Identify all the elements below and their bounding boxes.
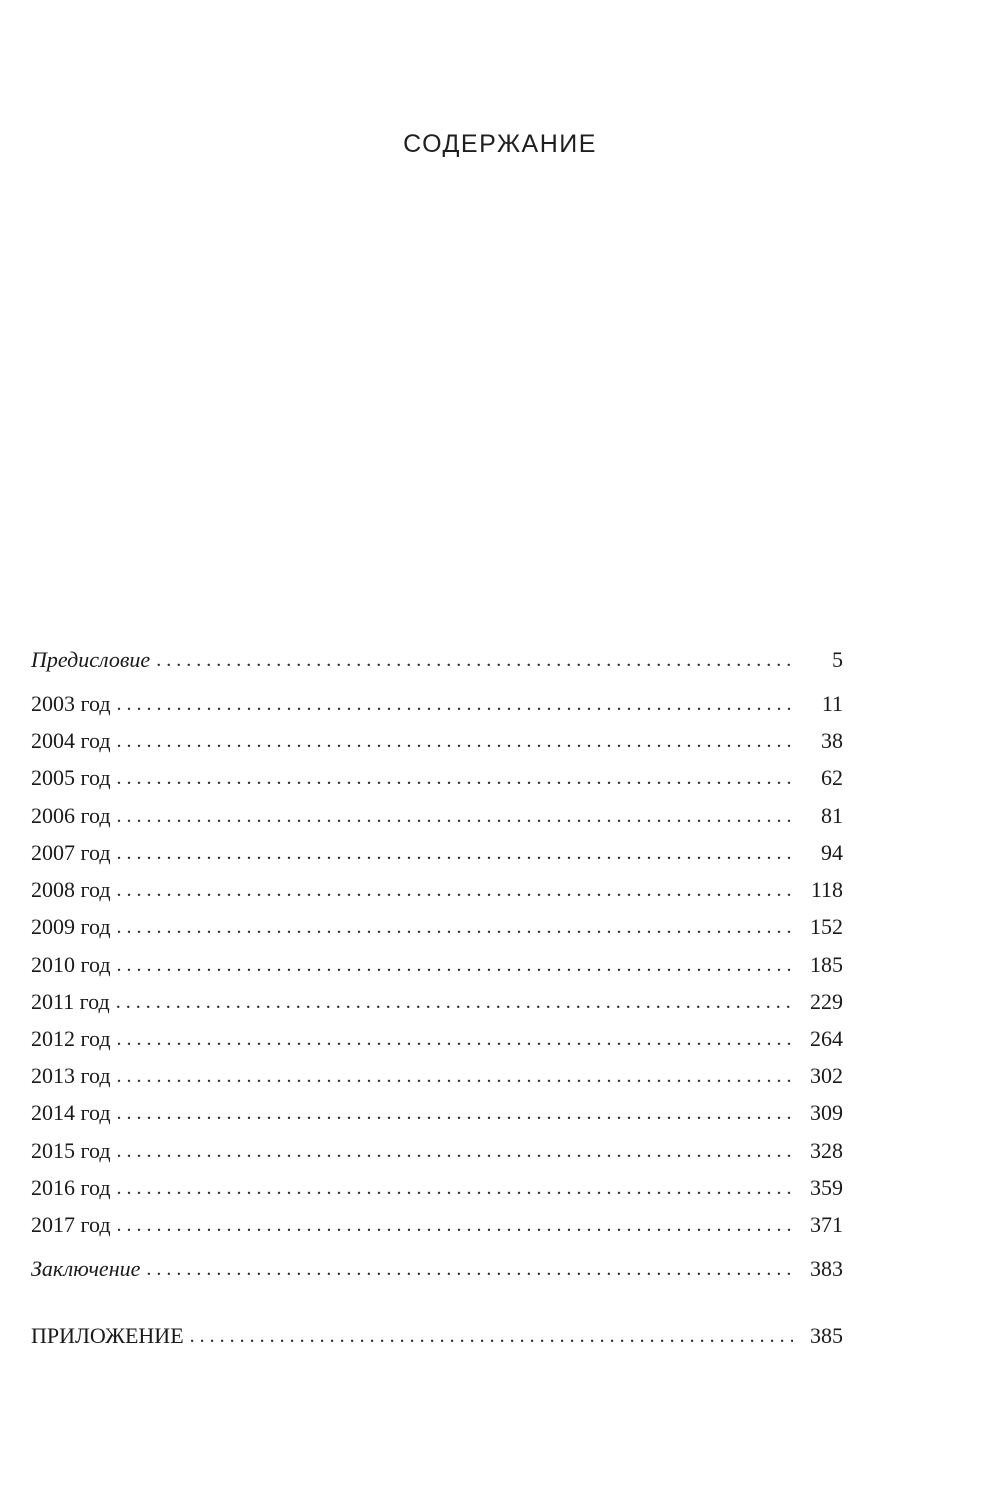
dot-leader <box>146 1254 793 1284</box>
toc-entry-page: 371 <box>810 1212 843 1237</box>
toc-entry-label: 2016 год <box>31 1175 111 1200</box>
toc-entry-2014[interactable] <box>31 1098 843 1128</box>
toc-entry-page: 229 <box>810 989 843 1014</box>
dot-leader <box>117 950 793 980</box>
toc-entry-2003[interactable] <box>31 689 843 719</box>
dot-leader <box>117 1024 793 1054</box>
toc-entry-label: 2008 год <box>31 877 111 902</box>
toc-entry-label: Заключение <box>31 1256 141 1281</box>
toc-entry-label: 2005 год <box>31 765 111 790</box>
toc-entry-page: 81 <box>821 803 843 828</box>
dot-leader <box>117 1061 793 1091</box>
toc-entry-page: 264 <box>810 1026 843 1051</box>
toc-entry-page: 328 <box>810 1138 843 1163</box>
toc-entry-page: 152 <box>810 914 843 939</box>
toc-entry-label: 2015 год <box>31 1138 111 1163</box>
toc-entry-conclusion[interactable] <box>31 1254 843 1284</box>
toc-entry-page: 383 <box>810 1256 843 1281</box>
toc-entry-label: 2017 год <box>31 1212 111 1237</box>
dot-leader <box>116 987 793 1017</box>
dot-leader <box>117 689 793 719</box>
dot-leader <box>117 1136 793 1166</box>
toc-entry-page: 309 <box>810 1100 843 1125</box>
toc-entry-page: 118 <box>810 877 843 902</box>
toc-entry-page: 359 <box>810 1175 843 1200</box>
toc-entry-label: 2014 год <box>31 1100 111 1125</box>
dot-leader <box>156 645 793 675</box>
toc-entry-page: 185 <box>810 952 843 977</box>
toc-entry-2006[interactable] <box>31 801 843 831</box>
dot-leader <box>117 912 793 942</box>
toc-entry-preface[interactable] <box>31 645 843 675</box>
toc-entry-2005[interactable] <box>31 763 843 793</box>
toc-entry-2015[interactable] <box>31 1136 843 1166</box>
toc-entry-page: 302 <box>810 1063 843 1088</box>
toc-entry-label: 2010 год <box>31 952 111 977</box>
dot-leader <box>117 875 793 905</box>
dot-leader <box>117 801 793 831</box>
table-of-contents <box>31 0 843 1498</box>
toc-entry-page: 385 <box>810 1323 843 1348</box>
dot-leader <box>117 1210 793 1240</box>
toc-entry-2016[interactable] <box>31 1173 843 1203</box>
toc-entry-2017[interactable] <box>31 1210 843 1240</box>
toc-entry-label: 2012 год <box>31 1026 111 1051</box>
toc-entry-page: 11 <box>821 691 843 716</box>
toc-entry-2011[interactable] <box>31 987 843 1017</box>
toc-entry-2012[interactable] <box>31 1024 843 1054</box>
toc-entry-label: Предисловие <box>31 647 151 672</box>
toc-entry-page: 94 <box>821 840 843 865</box>
toc-entry-label: 2004 год <box>31 728 111 753</box>
page-title: СОДЕРЖАНИЕ <box>403 130 597 158</box>
toc-entry-2009[interactable] <box>31 912 843 942</box>
dot-leader <box>117 838 793 868</box>
toc-entry-2004[interactable] <box>31 726 843 756</box>
dot-leader <box>117 763 793 793</box>
toc-entry-2007[interactable] <box>31 838 843 868</box>
toc-entry-label: 2006 год <box>31 803 111 828</box>
toc-entry-appendix[interactable] <box>31 1321 843 1351</box>
dot-leader <box>117 1098 793 1128</box>
toc-entry-page: 62 <box>821 765 843 790</box>
toc-entry-label: 2013 год <box>31 1063 111 1088</box>
toc-entry-label: 2003 год <box>31 691 111 716</box>
dot-leader <box>117 1173 793 1203</box>
toc-entry-label: ПРИЛОЖЕНИЕ <box>31 1323 184 1348</box>
toc-entry-2010[interactable] <box>31 950 843 980</box>
toc-entry-label: 2007 год <box>31 840 111 865</box>
toc-entry-label: 2009 год <box>31 914 111 939</box>
toc-entry-label: 2011 год <box>31 989 110 1014</box>
toc-entry-2008[interactable] <box>31 875 843 905</box>
dot-leader <box>190 1321 793 1351</box>
toc-entry-page: 38 <box>821 728 843 753</box>
dot-leader <box>117 726 793 756</box>
toc-entry-page: 5 <box>832 647 843 672</box>
toc-entry-2013[interactable] <box>31 1061 843 1091</box>
